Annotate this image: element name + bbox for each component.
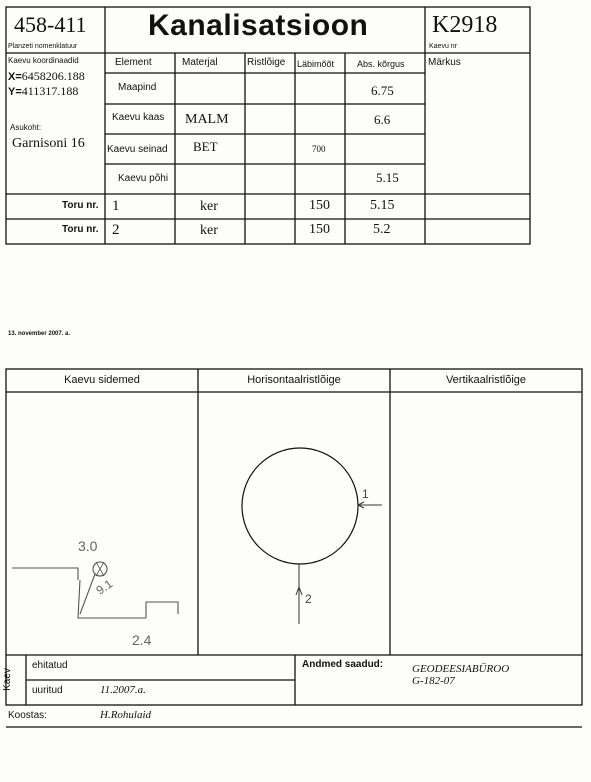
connections-sketch <box>6 392 198 655</box>
row-element-label: Kaevu põhi <box>118 173 169 184</box>
panel-title-vertical-section: Vertikaalristlõige <box>445 374 527 386</box>
sketch-label-diagonal: 9.1 <box>93 576 116 598</box>
sketch-label-top: 3.0 <box>78 538 98 554</box>
author-label: Koostas: <box>8 710 47 721</box>
pipe-diameter: 150 <box>309 198 330 213</box>
pipe-height: 5.15 <box>370 198 395 213</box>
source-value-name: GEODEESIABÜROO <box>412 663 510 675</box>
pipe-marker-1: 1 <box>362 487 369 501</box>
source-label: Andmed saadud: <box>302 659 384 670</box>
pipe-number: 1 <box>112 198 120 214</box>
pipe-label: Toru nr. <box>62 200 99 211</box>
pipe-number: 2 <box>112 222 120 238</box>
address-label: Asukoht: <box>10 123 42 132</box>
nomenclature-value: 458-411 <box>14 12 87 37</box>
coordinate-x: X=6458206.188 <box>8 69 85 83</box>
panel-title-connections: Kaevu sidemed <box>64 374 140 386</box>
footer-side-label: Kaev <box>1 668 13 691</box>
page-title: Kanalisatsioon <box>148 9 369 42</box>
surveyed-value: 11.2007.a. <box>100 684 146 696</box>
col-header-diameter: Läbimõõt <box>297 59 335 69</box>
coordinates-label: Kaevu koordinaadid <box>8 56 79 65</box>
pipe-material: ker <box>200 199 218 214</box>
col-header-section: Ristlõige <box>247 57 286 68</box>
row-height-value: 5.15 <box>376 170 399 185</box>
row-element-label: Kaevu kaas <box>112 112 165 123</box>
pipe-marker-2: 2 <box>305 592 312 606</box>
author-value: H.Rohulaid <box>100 709 152 721</box>
sketch-label-bottom: 2.4 <box>132 632 152 648</box>
horizontal-section-drawing <box>198 392 390 655</box>
pipe-height: 5.2 <box>373 222 391 237</box>
row-material-value: BET <box>193 139 218 154</box>
nomenclature-label: Planzeti nomenklatuur <box>8 43 78 50</box>
row-height-value: 6.75 <box>371 83 394 98</box>
row-diameter-value: 700 <box>312 144 326 154</box>
row-material-value: MALM <box>185 112 229 127</box>
well-number-label: Kaevu nr <box>429 43 458 50</box>
built-label: ehitatud <box>32 660 68 671</box>
col-header-remark: Märkus <box>428 57 461 68</box>
row-height-value: 6.6 <box>374 112 391 127</box>
col-header-abs-height: Abs. kõrgus <box>357 59 405 69</box>
surveyed-label: uuritud <box>32 685 63 696</box>
document-date: 13. november 2007. a. <box>8 331 71 337</box>
col-header-material: Materjal <box>182 57 218 68</box>
well-number-value: K2918 <box>432 12 498 38</box>
pipe-diameter: 150 <box>309 222 330 237</box>
source-value-code: G-182-07 <box>412 675 455 687</box>
coordinate-y: Y=411317.188 <box>8 84 79 98</box>
address-value: Garnisoni 16 <box>12 136 85 151</box>
panel-title-horizontal-section: Horisontaalristlõige <box>247 374 341 386</box>
row-element-label: Maapind <box>118 82 157 93</box>
col-header-element: Element <box>115 57 152 68</box>
pipe-material: ker <box>200 223 218 238</box>
pipe-label: Toru nr. <box>62 224 99 235</box>
row-element-label: Kaevu seinad <box>107 144 168 155</box>
